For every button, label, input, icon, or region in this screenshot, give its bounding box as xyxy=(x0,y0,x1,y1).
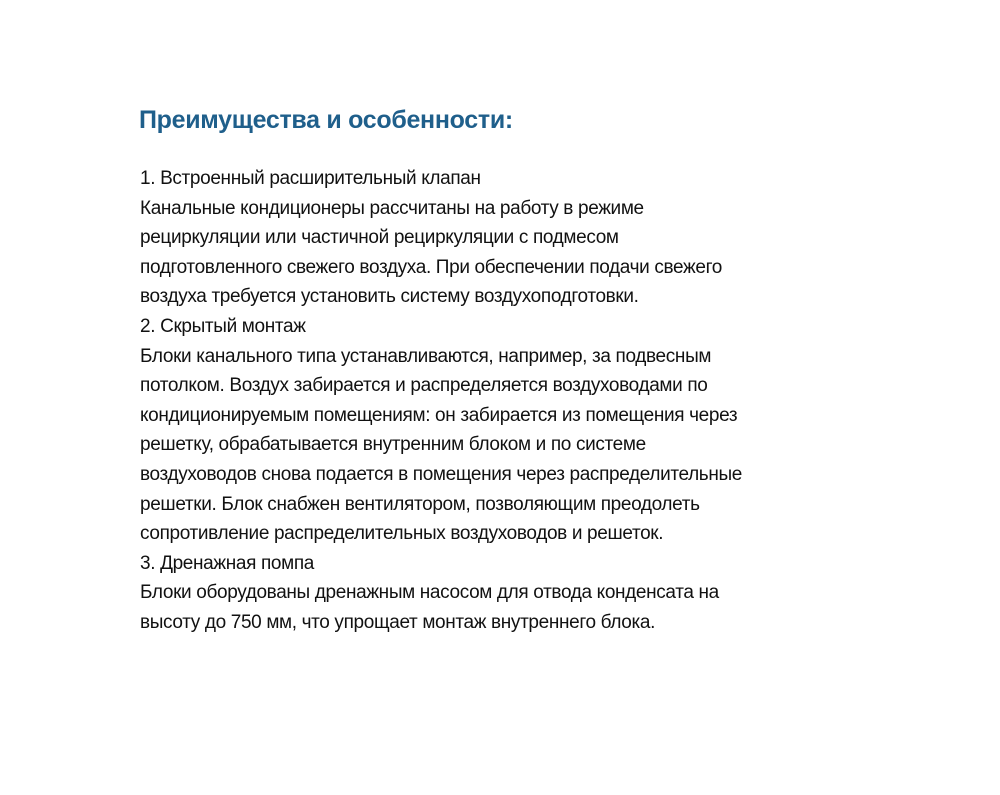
text-line: Блоки оборудованы дренажным насосом для отвода конденсата на xyxy=(140,582,719,604)
feature-heading-3: 3. Дренажная помпа xyxy=(140,552,314,574)
text-line: высоту до 750 мм, что упрощает монтаж внутреннего блока. xyxy=(140,611,656,633)
text-line: кондиционируемым помещениям: он забирается из помещения через xyxy=(140,404,738,426)
text-line: сопротивление распределительных воздуховодов и решеток. xyxy=(140,523,664,545)
feature-heading-1: 1. Встроенный расширительный клапан xyxy=(140,168,481,189)
text-line: рециркуляции или частичной рециркуляции с подмесом xyxy=(140,227,619,249)
text-line: решетки. Блок снабжен вентилятором, позволяющим преодолеть xyxy=(140,493,700,515)
features-text xyxy=(140,164,742,638)
text-line: воздуха требуется установить систему воздухоподготовки. xyxy=(140,286,639,308)
text-line: подготовленного свежего воздуха. При обеспечении подачи свежего xyxy=(140,256,722,278)
feature-heading-2: 2. Скрытый монтаж xyxy=(140,315,306,337)
text-line: решетку, обрабатывается внутренним блоком и по системе xyxy=(140,434,646,456)
text-line: Блоки канального типа устанавливаются, например, за подвесным xyxy=(140,345,712,367)
page-title: Преимущества и особенности: xyxy=(139,106,513,134)
text-line: потолком. Воздух забирается и распределяется воздуховодами по xyxy=(140,375,708,397)
text-line: Канальные кондиционеры рассчитаны на работу в режиме xyxy=(140,197,644,219)
text-line: воздуховодов снова подается в помещения через распределительные xyxy=(140,463,743,485)
